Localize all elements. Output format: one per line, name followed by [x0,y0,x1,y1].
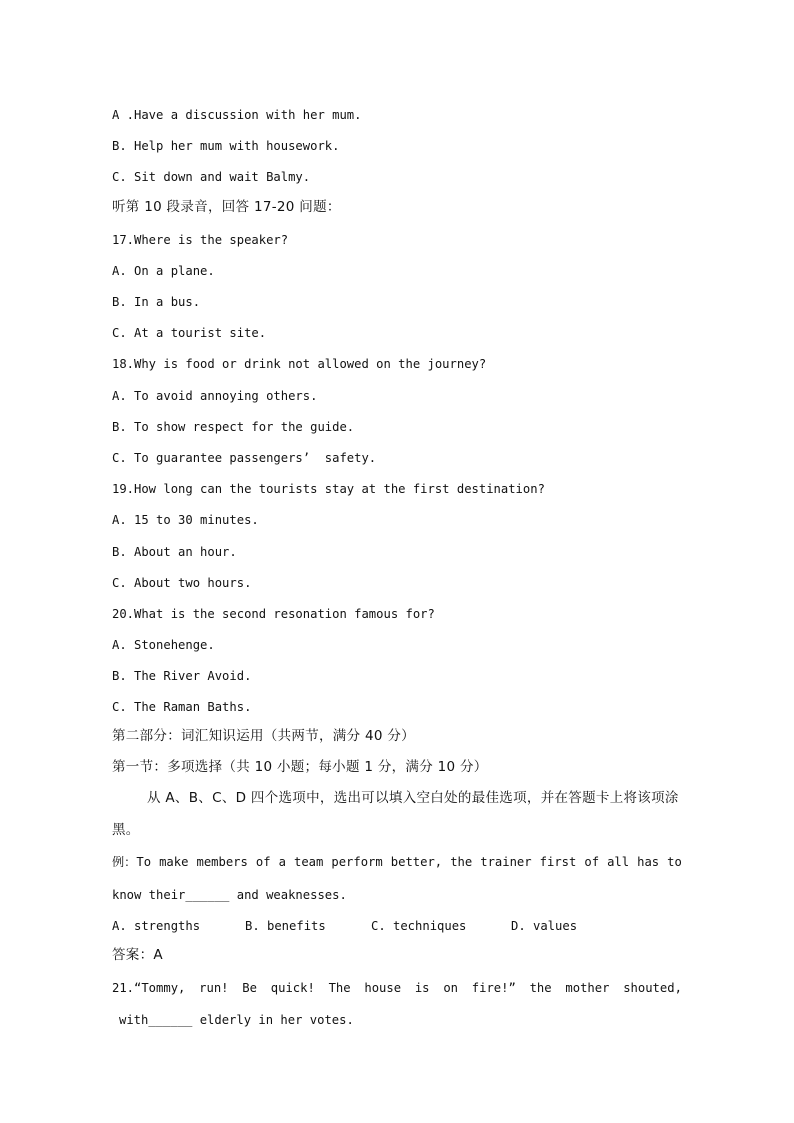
q20-option-a: A. Stonehenge. [112,638,215,652]
word: is [414,981,430,995]
q17-option-c: C. At a tourist site. [112,326,267,340]
q21-line-2: with______ elderly in her votes. [119,1013,354,1027]
q16-option-a: A .Have a discussion with her mum. [112,108,362,122]
q17-option-a: A. On a plane. [112,264,215,278]
word: 例：To [112,855,152,869]
q19-option-b: B. About an hour. [112,545,237,559]
example-option-a: A. strengths [112,919,201,933]
q18-option-c: C. To guarantee passengers’ safety. [112,451,377,465]
example-sentence-line-2: know their______ and weaknesses. [112,888,347,902]
word: mother [565,981,610,995]
word: Be [242,981,257,995]
example-option-d: D. values [511,919,578,933]
q20-question: 20.What is the second resonation famous for? [112,607,435,621]
section10-instruction: 听第 10 段录音，回答 17-20 问题： [112,199,341,215]
instruction-line-2: 黑。 [112,822,140,838]
q16-option-c: C. Sit down and wait Balmy. [112,170,311,184]
q18-option-a: A. To avoid annoying others. [112,389,318,403]
word: on [443,981,458,995]
word: the [529,981,552,995]
word: 21.“Tommy, [112,981,186,995]
example-answer: 答案：A [112,947,163,963]
q19-option-a: A. 15 to 30 minutes. [112,513,259,527]
word: fire!” [471,981,516,995]
section1-heading: 第一节：多项选择（共 10 小题；每小题 1 分，满分 10 分） [112,759,488,775]
word: make [159,855,189,869]
instruction-line-1: 从 A、B、C、D 四个选项中，选出可以填入空白处的最佳选项，并在答题卡上将该项涂 [147,790,679,806]
word: first [539,855,577,869]
word: The [328,981,351,995]
word: trainer [480,855,532,869]
example-options [112,918,582,934]
q16-option-b: B. Help her mum with housework. [112,139,340,153]
word: has [637,855,660,869]
example-option-c: C. techniques [371,919,467,933]
word: of [584,855,600,869]
q20-option-b: B. The River Avoid. [112,669,252,683]
q19-question: 19.How long can the tourists stay at the first destination? [112,482,545,496]
example-option-b: B. benefits [245,919,326,933]
word: house [364,981,402,995]
q20-option-c: C. The Raman Baths. [112,700,252,714]
word: members [196,855,248,869]
q17-option-b: B. In a bus. [112,295,201,309]
word: team [293,855,324,869]
q18-option-b: B. To show respect for the guide. [112,420,355,434]
word: shouted, [623,981,682,995]
word: all [607,855,630,869]
part2-heading: 第二部分：词汇知识运用（共两节，满分 40 分） [112,728,415,744]
q21-line-1 [112,980,682,996]
word: a [278,855,286,869]
word: to [667,855,682,869]
word: quick! [270,981,315,995]
word: of [255,855,271,869]
word: perform [331,855,383,869]
q17-question: 17.Where is the speaker? [112,233,289,247]
word: run! [199,981,229,995]
word: better, [390,855,443,869]
example-sentence-line-1 [112,854,682,870]
word: the [450,855,473,869]
q18-question: 18.Why is food or drink not allowed on the journey? [112,357,487,371]
q19-option-c: C. About two hours. [112,576,252,590]
